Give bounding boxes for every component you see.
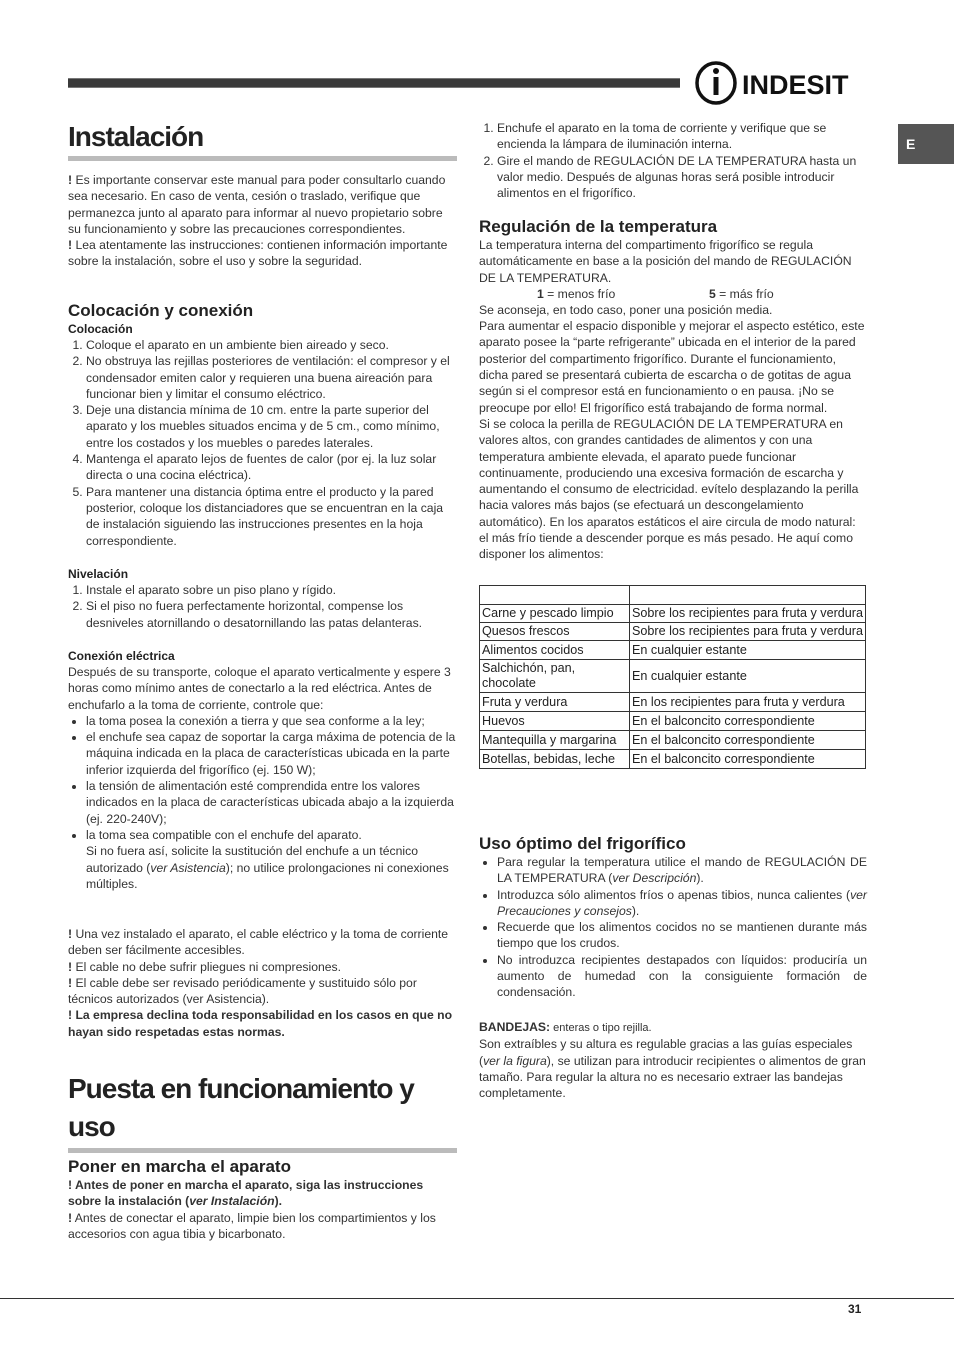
list-item: 2. No obstruya las rejillas posteriores de ventilación: el compresor y el condensador emiten calor y requieren una buena aireación para funcionar bien y limitar el consumo eléctrico.: [86, 353, 457, 402]
subheading-electric: Conexión eléctrica: [68, 649, 175, 663]
table-row: Fruta y verdura En los recipientes para fruta y verdura: [480, 693, 866, 712]
title-underline: [68, 1148, 457, 1153]
start-clean: ! Antes de conectar el aparato, limpie bien los compartimientos y los accesorios con agua tibia y bicarbonato.: [68, 1210, 436, 1241]
leveling-list: [68, 582, 457, 631]
temp-paragraph: Para aumentar el espacio disponible y mejorar el aspecto estético, este aparato posee la “parte refrigerante” ubicada en el interior de la pared posterior del compartimento frigorífico. Durante el funcionamiento, dicha pared se presentará cubierta de escarcha o de gotitas de agua según si el compresor está en funcionamiento o en pausa. ¡No se preocupe por ello! El frigorífico está trabajando de forma normal.: [479, 319, 865, 415]
temp-paragraph: Se aconseja, en todo caso, poner una posición media.: [479, 302, 773, 317]
table-row: Mantequilla y margarina En el balconcito correspondiente: [480, 731, 866, 750]
list-item: 2. Gire el mando de REGULACIÓN DE LA TEMPERATURA hasta un valor medio. Después de algunas horas será posible introducir alimentos en el frigorífico.: [497, 153, 867, 202]
list-item: • la toma posea la conexión a tierra y que sea conforme a la ley;: [86, 713, 457, 729]
intro-block: ! Es importante conservar este manual para poder consultarlo cuando sea necesario. En caso de venta, cesión o traslado, verifique que permanezca junto al aparato para informar al nuevo propietario sobre su funcionamiento y sobre las precauciones correspondientes. ! Lea atentamente las instrucciones: contienen información importante sobre la instalación, sobre el uso y sobre la seguridad.: [68, 173, 448, 269]
temp-scale: 1 = menos frío 5 = más frío: [537, 286, 774, 301]
title-underline: [68, 156, 457, 161]
header-bar: [68, 78, 680, 88]
list-item: • la tensión de alimentación esté comprendida entre los valores indicados en la placa de características ubicada abajo a la izquierda (ej. 220-240V);: [86, 778, 457, 827]
temp-paragraph: Si se coloca la perilla de REGULACIÓN DE LA TEMPERATURA en valores altos, con grandes cantidades de alimentos y con una temperatura ambiente elevada, el aparato puede funcionar continuamente, produciendo una excesiva formación de escarcha y aumentando el consumo de electricidad. evítelo desplazando la perilla hacia valores más bajos (se efectuará un descongelamiento automático). En los aparatos estáticos el aire circula de modo natural: el más frío tiende a descender porque es más pesado. He aquí como disponer los alimentos:: [479, 416, 859, 562]
list-item: • Introduzca sólo alimentos fríos o apenas tibios, nunca calientes (ver Precauciones y consejos).: [497, 887, 867, 920]
footer-divider: [0, 1298, 954, 1299]
heading-optimal-use: Uso óptimo del frigorífico: [479, 834, 686, 853]
section-title-startup-use: Puesta en funcionamiento y uso: [68, 1073, 414, 1142]
placement-list: [68, 337, 457, 549]
temp-paragraph: La temperatura interna del compartimento frigorífico se regula automáticamente en base a la posición del mando de REGULACIÓN DE LA TEMPERATURA.: [479, 238, 852, 285]
food-placement-table: [479, 585, 866, 769]
section-title-installation: Instalación: [68, 121, 204, 152]
list-item: 4. Mantenga el aparato lejos de fuentes de calor (por ej. la luz solar directa o una cocina eléctrica).: [86, 451, 457, 484]
trays-block: BANDEJAS: enteras o tipo rejilla. Son extraíbles y su altura es regulable gracias a las guías especiales (ver la figura), se utilizan para introducir recipientes o alimentos de gran tamaño. Para regular la altura no es necesario extraer las bandejas completamente.: [479, 1020, 866, 1101]
subheading-placement: Colocación: [68, 322, 133, 336]
table-row: Carne y pescado limpio Sobre los recipientes para fruta y verdura: [480, 605, 866, 623]
start-warning: ! Antes de poner en marcha el aparato, siga las instrucciones sobre la instalación (ver Instalación).: [68, 1178, 424, 1209]
table-row: Alimentos cocidos En cualquier estante: [480, 641, 866, 660]
list-item: 3. Deje una distancia mínima de 10 cm. entre la parte superior del aparato y los muebles situados encima y de 5 cm., como mínimo, entre los costados y los muebles o paredes laterales.: [86, 402, 457, 451]
table-row: Botellas, bebidas, leche En el balconcito correspondiente: [480, 750, 866, 769]
heading-start-appliance: Poner en marcha el aparato: [68, 1157, 291, 1176]
list-item: • la toma sea compatible con el enchufe del aparato. Si no fuera así, solicite la sustitución del enchufe a un técnico autorizado (ver Asistencia); no utilice prolongaciones ni conexiones múltiples.: [86, 827, 457, 892]
optimal-use-list: [479, 854, 867, 1001]
indesit-logo: [694, 60, 868, 106]
brand-name: INDESIT: [742, 70, 849, 100]
list-item: 5. Para mantener una distancia óptima entre el producto y la pared posterior, coloque los distanciadores que se encuentran en la caja de instalación siguiendo las instrucciones presentes en la hoja correspondiente.: [86, 484, 457, 549]
start-steps-list: [479, 120, 867, 201]
page-number: 31: [848, 1302, 862, 1316]
electric-intro: Después de su transporte, coloque el aparato verticalmente y espere 3 horas como mínimo antes de conectarlo a la red eléctrica. Antes de enchufarlo a la toma de corriente, controle que:: [68, 665, 451, 712]
list-item: 1. Enchufe el aparato en la toma de corriente y verifique que se encienda la lámpara de iluminación interna.: [497, 120, 867, 153]
heading-placement-connection: Colocación y conexión: [68, 301, 254, 320]
list-item: • Recuerde que los alimentos cocidos no se mantienen durante más tiempo que los crudos.: [497, 919, 867, 952]
subheading-leveling: Nivelación: [68, 567, 129, 581]
list-item: • el enchufe sea capaz de soportar la carga máxima de potencia de la máquina indicada en la placa de características ubicada en la parte inferior izquierda del frigorífico (ej. 150 W);: [86, 729, 457, 778]
table-row: Huevos En el balconcito correspondiente: [480, 712, 866, 731]
list-item: 2. Si el piso no fuera perfectamente horizontal, compense los desniveles atornillando o desatornillando las patas delanteras.: [86, 598, 457, 631]
warnings-block: ! Una vez instalado el aparato, el cable eléctrico y la toma de corriente deben ser fácilmente accesibles. ! El cable no debe sufrir pliegues ni compresiones. ! El cable debe ser revisado periódicamente y sustituido sólo por técnicos autorizados (ver Asistencia). ! La empresa declina toda responsabilidad en los casos en que no hayan sido respetadas estas normas.: [68, 927, 453, 1039]
language-tab: E: [898, 124, 954, 164]
table-header-row: [480, 586, 866, 605]
list-item: • No introduzca recipientes destapados con líquidos: produciría un aumento de humedad con la consiguiente formación de condensación.: [497, 952, 867, 1001]
list-item: 1. Instale el aparato sobre un piso plano y rígido.: [86, 582, 457, 598]
electric-list: [68, 713, 457, 892]
heading-temperature: Regulación de la temperatura: [479, 217, 718, 236]
table-row: Quesos frescos Sobre los recipientes para fruta y verdura: [480, 623, 866, 641]
table-row: Salchichón, pan, chocolate En cualquier estante: [480, 660, 866, 693]
list-item: • Para regular la temperatura utilice el mando de REGULACIÓN DE LA TEMPERATURA (ver Descripción).: [497, 854, 867, 887]
list-item: 1. Coloque el aparato en un ambiente bien aireado y seco.: [86, 337, 457, 353]
